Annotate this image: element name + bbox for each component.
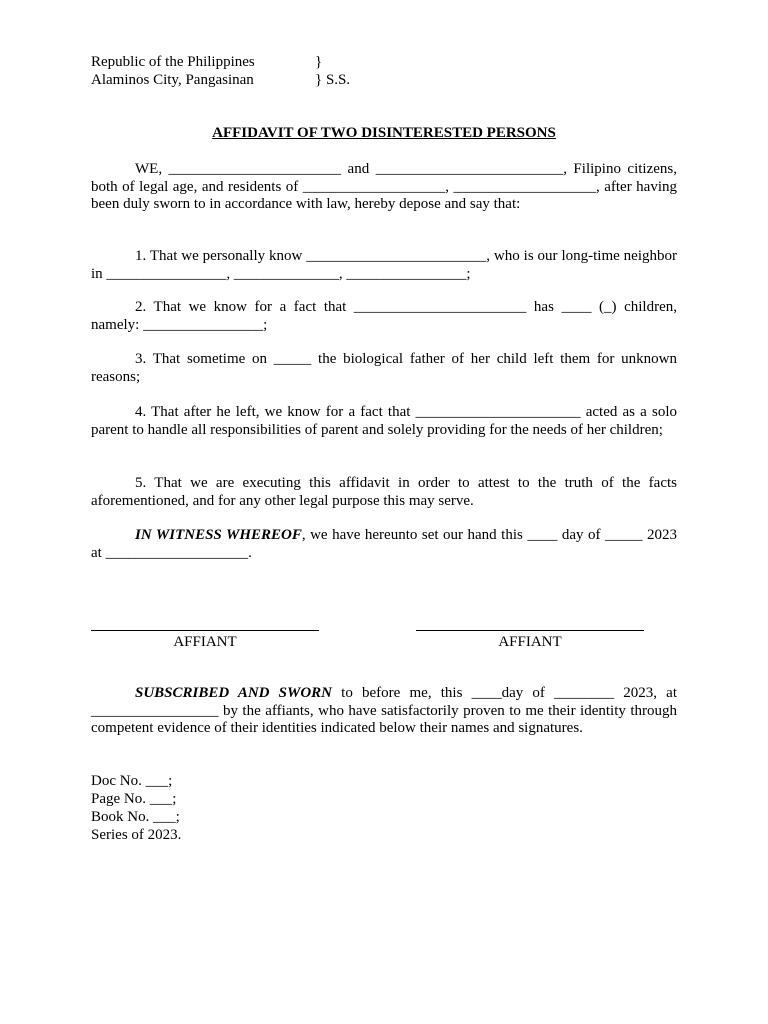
item-1-text: 1. That we personally know ________________________, who is our long-time neighbor in ________________, ______________, ________________;: [91, 248, 677, 282]
affiant-label-left: AFFIANT: [173, 634, 237, 650]
signature-block-left: [91, 630, 319, 652]
venue-city: Alaminos City, Pangasinan: [91, 72, 254, 88]
intro-paragraph: [91, 161, 677, 214]
notarial-register: [91, 773, 181, 845]
venue-ss: } S.S.: [315, 72, 351, 88]
book-no: Book No. ___;: [91, 809, 180, 825]
item-1-paragraph: [91, 248, 677, 283]
witness-paragraph: [91, 527, 677, 562]
item-3-paragraph: [91, 351, 677, 386]
signature-line-right: [416, 630, 644, 631]
signature-line-left: [91, 630, 319, 631]
jurat-text: to before me, this ____day of ________ 2023, at _________________ by the affiants, who have satisfactorily proven to me their identity through competent evidence of their identities indicated below their names and signatures.: [91, 685, 677, 736]
item-5-text: 5. That we are executing this affidavit in order to attest to the truth of the facts aforementioned, and for any other legal purpose this may serve.: [91, 475, 677, 509]
signature-block-right: [416, 630, 644, 652]
jurat-lead: SUBSCRIBED AND SWORN: [135, 685, 333, 701]
affiant-label-right: AFFIANT: [498, 634, 562, 650]
witness-lead: IN WITNESS WHEREOF: [135, 527, 302, 543]
venue-row-2: [91, 72, 350, 90]
venue-block: [91, 54, 350, 90]
intro-text: WE, _______________________ and _________________________, Filipino citizens, both of legal age, and residents of ___________________, ___________________, after having been duly sworn to in accordance with law, hereby depose and say that:: [91, 161, 677, 212]
item-4-paragraph: [91, 404, 677, 439]
item-4-text: 4. That after he left, we know for a fact that ______________________ acted as a solo parent to handle all responsibilities of parent and solely providing for the needs of her children;: [91, 404, 677, 438]
item-2-paragraph: [91, 299, 677, 334]
item-3-text: 3. That sometime on _____ the biological father of her child left them for unknown reasons;: [91, 351, 677, 385]
doc-no: Doc No. ___;: [91, 773, 173, 789]
jurat-paragraph: [91, 685, 677, 738]
item-5-paragraph: [91, 475, 677, 510]
document-title: AFFIDAVIT OF TWO DISINTERESTED PERSONS: [212, 125, 556, 141]
venue-country: Republic of the Philippines: [91, 54, 255, 70]
venue-row-1: [91, 54, 350, 72]
item-2-text: 2. That we know for a fact that _______________________ has ____ (_) children, namely: ________________;: [91, 299, 677, 333]
venue-bracket: }: [315, 54, 323, 70]
series: Series of 2023.: [91, 827, 182, 843]
witness-text: , we have hereunto set our hand this ____ day of _____ 2023 at ___________________.: [91, 527, 677, 561]
page-no: Page No. ___;: [91, 791, 177, 807]
